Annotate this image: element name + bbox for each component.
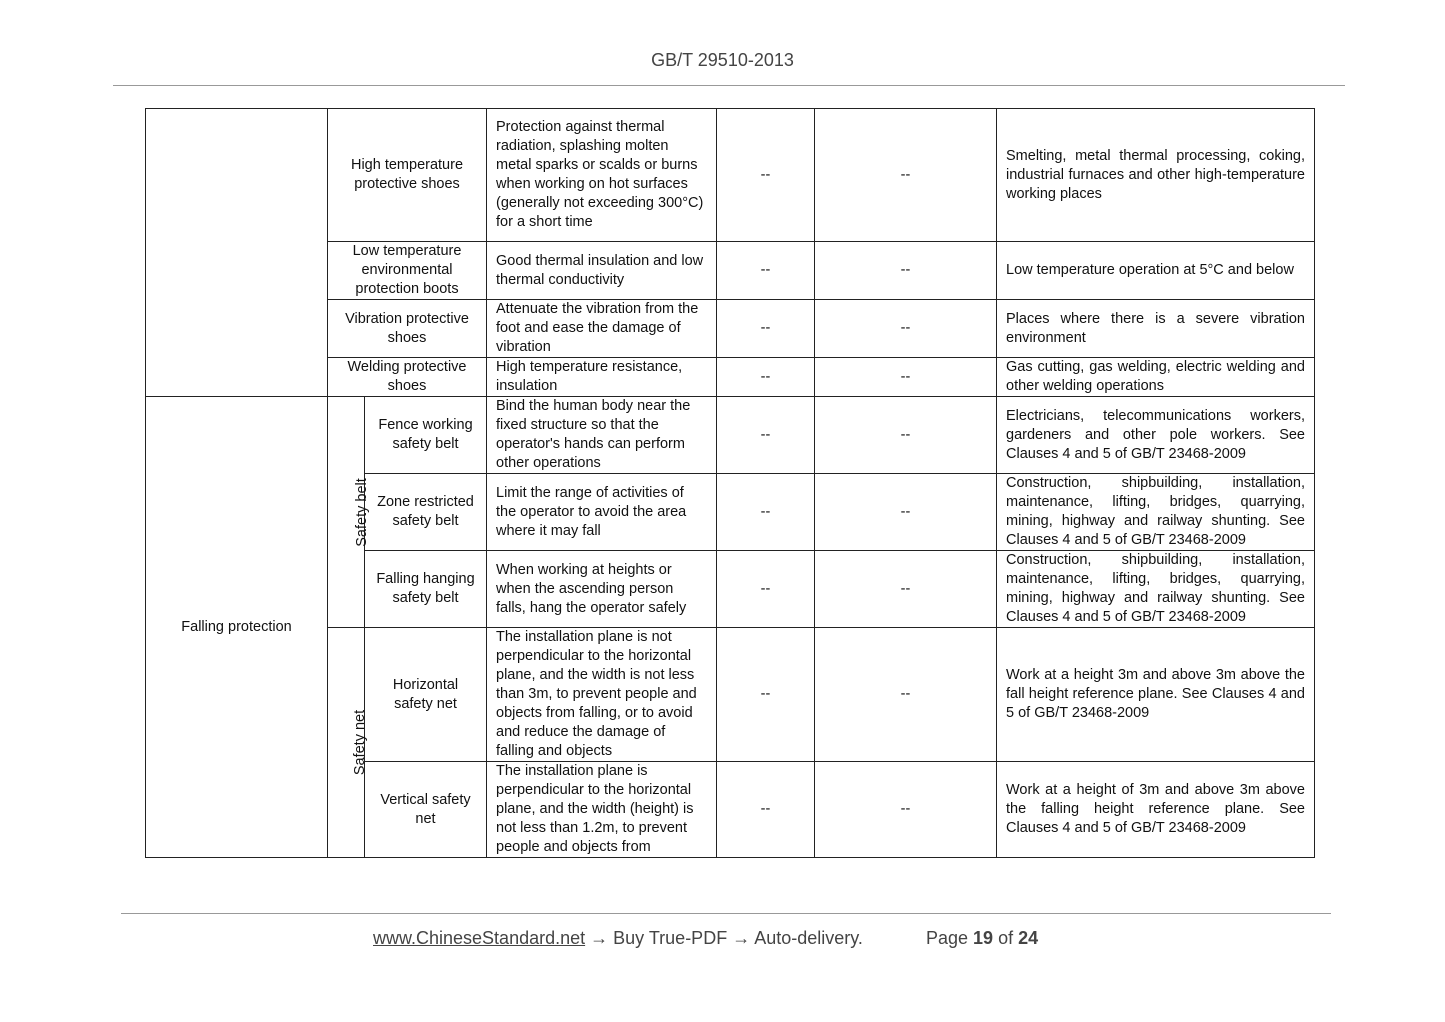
application-cell: Low temperature operation at 5°C and below	[997, 242, 1315, 300]
value-cell: --	[815, 358, 997, 397]
page-of: of	[998, 928, 1014, 948]
value-cell: --	[815, 242, 997, 300]
description-cell: Protection against thermal radiation, splashing molten metal sparks or scalds or burns when working on hot surfaces (generally not exceeding 300°C) for a short time	[487, 109, 717, 242]
description-cell: When working at heights or when the ascending person falls, hang the operator safely	[487, 551, 717, 628]
description-cell: The installation plane is not perpendicular to the horizontal plane, and the width is not less than 3m, to prevent people and objects from falling, or to avoid and reduce the damage of falling and objects	[487, 628, 717, 762]
value-cell: --	[717, 242, 815, 300]
application-cell: Construction, shipbuilding, installation, maintenance, lifting, bridges, quarrying, mining, highway and railway shunting. See Clauses 4 and 5 of GB/T 23468-2009	[997, 551, 1315, 628]
ppe-table	[145, 108, 1315, 858]
application-cell: Work at a height 3m and above 3m above the fall height reference plane. See Clauses 4 and 5 of GB/T 23468-2009	[997, 628, 1315, 762]
subgroup-safety-belt-label: Safety belt	[353, 477, 370, 547]
value-cell: --	[815, 474, 997, 551]
document-title: GB/T 29510-2013	[651, 50, 794, 70]
category-cell-empty	[146, 109, 328, 397]
application-cell: Smelting, metal thermal processing, coking, industrial furnaces and other high-temperature working places	[997, 109, 1315, 242]
application-cell: Electricians, telecommunications workers, gardeners and other pole workers. See Clauses 4 and 5 of GB/T 23468-2009	[997, 397, 1315, 474]
description-cell: Good thermal insulation and low thermal conductivity	[487, 242, 717, 300]
application-cell: Construction, shipbuilding, installation, maintenance, lifting, bridges, quarrying, mining, highway and railway shunting. See Clauses 4 and 5 of GB/T 23468-2009	[997, 474, 1315, 551]
category-falling-protection: Falling protection	[146, 397, 328, 858]
type-cell: Fence working safety belt	[365, 397, 487, 474]
description-cell: Limit the range of activities of the operator to avoid the area where it may fall	[487, 474, 717, 551]
value-cell: --	[717, 762, 815, 858]
value-cell: --	[717, 109, 815, 242]
value-cell: --	[815, 551, 997, 628]
page-current: 19	[973, 928, 994, 948]
application-cell: Work at a height of 3m and above 3m above the falling height reference plane. See Clauses 4 and 5 of GB/T 23468-2009	[997, 762, 1315, 858]
type-cell: Vibration protective shoes	[328, 300, 487, 358]
value-cell: --	[717, 628, 815, 762]
arrow-right-icon: →	[590, 928, 609, 948]
description-cell: Bind the human body near the fixed structure so that the operator's hands can perform other operations	[487, 397, 717, 474]
value-cell: --	[717, 397, 815, 474]
page-label: Page	[925, 928, 968, 948]
page-total: 24	[1018, 928, 1039, 948]
subgroup-safety-belt	[328, 397, 370, 628]
value-cell: --	[815, 300, 997, 358]
description-cell: Attenuate the vibration from the foot and ease the damage of vibration	[487, 300, 717, 358]
arrow-right-icon: →	[732, 928, 751, 948]
page-footer	[373, 928, 1038, 949]
type-cell: Horizontal safety net	[365, 628, 487, 762]
type-cell: High temperature protective shoes	[328, 109, 487, 242]
footer-divider	[121, 913, 1331, 914]
subgroup-safety-net-label: Safety net	[352, 709, 369, 776]
application-cell: Places where there is a severe vibration environment	[997, 300, 1315, 358]
type-cell: Vertical safety net	[365, 762, 487, 858]
value-cell: --	[815, 762, 997, 858]
type-cell: Low temperature environmental protection boots	[328, 242, 487, 300]
value-cell: --	[815, 397, 997, 474]
value-cell: --	[717, 474, 815, 551]
buy-pdf-text: Buy True-PDF	[613, 928, 728, 948]
value-cell: --	[717, 300, 815, 358]
value-cell: --	[815, 109, 997, 242]
description-cell: The installation plane is perpendicular to the horizontal plane, and the width (height) is not less than 1.2m, to prevent people and objects from	[487, 762, 717, 858]
header-divider	[113, 85, 1345, 86]
auto-delivery-text: Auto-delivery.	[754, 928, 863, 948]
value-cell: --	[815, 628, 997, 762]
type-cell: Welding protective shoes	[328, 358, 487, 397]
description-cell: High temperature resistance, insulation	[487, 358, 717, 397]
application-cell: Gas cutting, gas welding, electric welding and other welding operations	[997, 358, 1315, 397]
subgroup-safety-net	[328, 628, 369, 858]
table-row	[146, 109, 1315, 242]
table-row	[146, 397, 1315, 474]
type-cell: Falling hanging safety belt	[365, 551, 487, 628]
site-link[interactable]: www.ChineseStandard.net	[373, 928, 586, 948]
type-cell: Zone restricted safety belt	[365, 474, 487, 551]
value-cell: --	[717, 358, 815, 397]
value-cell: --	[717, 551, 815, 628]
